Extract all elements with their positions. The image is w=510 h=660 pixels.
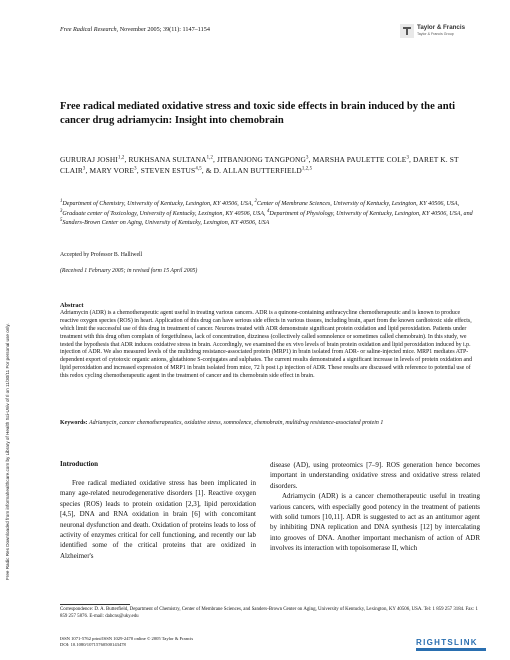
journal-name: Free Radical Research,	[60, 26, 119, 33]
publisher-name: Taylor & Francis	[417, 24, 466, 31]
download-note-text: Free Radic Res Downloaded from informahealthcare.com by Library of Health Sci-Univ of Il on 11/30/11 For personal use only.	[5, 323, 10, 580]
author-affiliation-marker: 4,5	[195, 166, 202, 172]
rightslink-logo[interactable]	[416, 638, 488, 652]
affiliation-text: Center of Membrane Sciences, University of Kentucky, Lexington, KY 40506, USA,	[256, 201, 460, 207]
author-affiliation-marker: 3	[306, 155, 309, 161]
intro-right-column	[270, 460, 480, 554]
abstract-text: Adriamycin (ADR) is a chemotherapeutic agent useful in treating various cancers. ADR is a quinone-containing anthracycline chemotherapeutic and is known to produce reactive oxygen species (ROS) in heart. Application of this drug can have serious side effects in various tissues, including brain, apart from the known cardiotoxic side effects, which limit the successful use of this drug in treatment of cancer. Neurons treated with ADR demonstrate significant protein oxidation and lipid peroxidation. Patients under treatment with this drug often complain of forgetfulness, lack of concentration, dizziness (collectively called somnolence or sometimes called chemobrain). In this study, we tested the hypothesis that ADR induces oxidative stress in brain. Accordingly, we examined the ex vivo levels of brain protein oxidation and lipid peroxidation induced by i.p. injection of ADR. We also measured levels of the multidrug resistance-associated protein (MRP1) in brain isolated from ADR- or saline-injected mice. MRP1 mediates ATP-dependent export of cytotoxic organic anions, glutathione S-conjugates and sulphates. The current results demonstrated a significant increase in levels of protein oxidation and lipid peroxidation and increased expression of MRP1 in brain isolated from mice, 72 h post i.p injection of ADR. These results are discussed with reference to potential use of this redox cycling chemotherapeutic agent in the treatment of cancer and its chemobrain side effect in brain.	[60, 309, 473, 380]
author-affiliation-marker: 3	[134, 166, 137, 172]
rightslink-bar	[416, 648, 486, 651]
keywords-text: Adriamycin, cancer chemotherapeutics, oxidative stress, somnolence, chemobrain, multidrug resistance-associated protein 1	[88, 420, 384, 426]
taylor-francis-logo-icon	[400, 24, 414, 38]
affiliation-text: Department of Physiology, University of Kentucky, Lexington, KY 40506, USA, and	[269, 210, 473, 217]
publisher-group: Taylor & Francis Group	[417, 32, 454, 36]
affiliation-marker: 1	[60, 198, 63, 204]
accepted-by: Accepted by Professor B. Halliwell	[60, 252, 143, 258]
keywords	[60, 419, 480, 427]
author-affiliation-marker: 1,2,5	[301, 166, 313, 172]
author-name: RUKHSANA SULTANA	[128, 155, 207, 164]
intro-left-column	[60, 478, 256, 561]
affiliation-marker: 5	[60, 218, 63, 224]
abstract-heading: Abstract	[60, 302, 84, 309]
journal-issue: November 2005; 39(11): 1147–1154	[119, 26, 210, 33]
intro-paragraph-1: Free radical mediated oxidative stress has been implicated in many age-related neurodegenerative disorders [1]. Reactive oxygen species (ROS) leads to protein oxidation [2,3], lipid peroxidation [4,5], DNA and RNA oxidation in brain [6] with concomitant neuronal dysfunction and death. Oxidation of proteins leads to loss of activity of enzymes critical for cell functioning, and recently our lab identified some of the critical proteins that are oxidized in Alzheimer's	[60, 479, 256, 560]
author-name: MARSHA PAULETTE COLE	[312, 155, 407, 164]
author-affiliation-marker: 1,2	[118, 155, 125, 161]
author-name: STEVEN ESTUS	[140, 166, 196, 175]
publisher-logo	[400, 22, 480, 42]
affiliation-marker: 2	[254, 198, 257, 204]
author-affiliation-marker: 1,2	[206, 155, 214, 161]
issn-block	[60, 636, 360, 648]
issn-line: ISSN 1071-5762 print/ISSN 1029-2470 online © 2005 Taylor & Francis	[60, 636, 194, 641]
author-name: JITBANJONG TANGPONG	[217, 155, 307, 164]
footnote-divider	[60, 604, 130, 605]
author-name: DARET K. ST CLAIR	[60, 155, 459, 175]
affiliation-text: Department of Chemistry, University of Kentucky, Lexington, KY 40506, USA,	[62, 201, 255, 207]
correspondence-note: Correspondence: D. A. Butterfield, Department of Chemistry, Center of Membrane Sciences, and Sanders-Brown Center on Aging, University of Kentucky, Lexington, KY 40506, USA. Tel: 1 859 257 3184. Fax: 1 859 257 5876. E-mail: dabcns@uky.edu	[60, 607, 478, 619]
affiliation-text: Graduate center of Toxicology, University of Kentucky, Lexington, KY 40506, USA,	[62, 210, 267, 217]
doi-line: DOI: 10.1080/10715760500143478	[60, 642, 126, 648]
journal-header	[60, 22, 480, 42]
introduction-heading: Introduction	[60, 460, 98, 468]
author-name: & D. ALLAN BUTTERFIELD	[205, 166, 302, 175]
keywords-label: Keywords:	[60, 420, 88, 426]
affiliation-text: Sanders-Brown Center on Aging, University of Kentucky, Lexington, KY 40506, USA	[62, 220, 270, 227]
intro-paragraph-2: Adriamycin (ADR) is a cancer chemotherapeutic useful in treating various cancers, with especially good potency in the treatment of patients with solid tumors [10,11]. ADR is suggested to act as an antitumor agent by inhibiting DNA replication and DNA synthesis [12] by intercalating into grooves of DNA. Another important mechanism of action of ADR involves its interaction with topoisomerase II, which	[270, 492, 480, 553]
author-list: GURURAJ JOSHI$^{1,2}$, RUKHSANA SULTANA$^{1,2}$, JITBANJONG TANGPONG$^3$, MARSHA PAULETTE COLE$^3$, DARET K. ST CLAIR$^3$, MARY VORE$^3$, STEVEN ESTUS$^{4,5}$, & D. ALLAN BUTTERFIELD$^{1,2,5}$	[60, 155, 459, 175]
author-name: MARY VORE	[89, 166, 135, 175]
received-dates: (Received 1 February 2005; in revised form 15 April 2005)	[60, 268, 198, 274]
author-affiliation-marker: 3	[82, 166, 86, 172]
abstract	[60, 302, 480, 381]
intro-paragraph-1-continued: disease (AD), using proteomics [7–9]. ROS generation hence becomes important in understanding oxidative stress and oxidative stress related disorders.	[270, 461, 480, 490]
affiliations	[60, 200, 480, 229]
affiliation-marker: 4	[266, 208, 270, 214]
article-title: Free radical mediated oxidative stress and toxic side effects in brain induced by the anti cancer drug adriamycin: Insight into chemobrain	[60, 101, 456, 126]
affiliation-marker: 3	[60, 208, 63, 214]
author-name: GURURAJ JOSHI	[60, 155, 119, 164]
download-note	[4, 160, 34, 580]
author-affiliation-marker: 3	[406, 155, 410, 161]
journal-citation	[60, 26, 210, 33]
rightslink-wordmark: RIGHTSLINK	[416, 638, 478, 647]
